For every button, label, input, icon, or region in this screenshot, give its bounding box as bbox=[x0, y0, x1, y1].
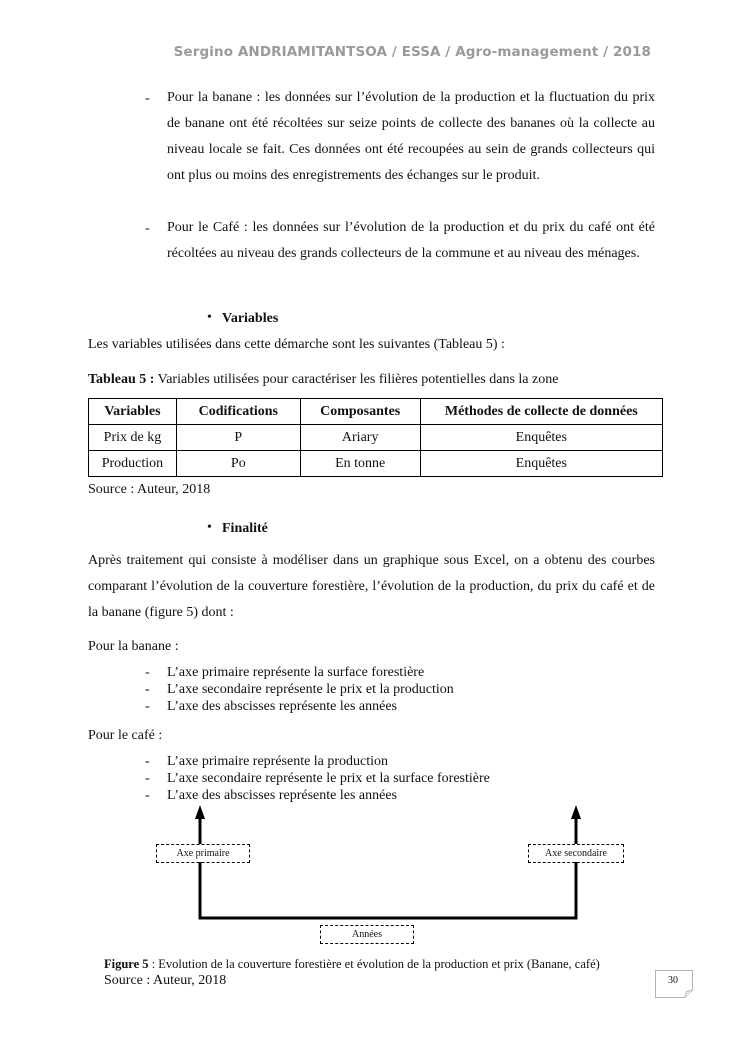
table-source: Source : Auteur, 2018 bbox=[88, 482, 211, 497]
banane-title: Pour la banane : bbox=[88, 639, 179, 654]
secondary-axis-arrowhead bbox=[571, 805, 581, 819]
table-cell: P bbox=[176, 425, 300, 451]
list-dash: - bbox=[145, 699, 150, 714]
figure-caption-text: : Evolution de la couverture forestière et évolution de la production et prix (Banane, café) bbox=[148, 957, 600, 971]
page-number: 30 bbox=[668, 975, 678, 986]
figure-caption-label: Figure 5 bbox=[104, 957, 149, 971]
label-axe-primaire: Axe primaire bbox=[156, 844, 250, 863]
table-cell: Po bbox=[176, 451, 300, 477]
section-title-variables: Variables bbox=[222, 311, 279, 326]
list-dash: - bbox=[145, 682, 150, 697]
bullet-dash: - bbox=[145, 221, 150, 236]
table-cell: Enquêtes bbox=[420, 425, 662, 451]
table-header-cell: Méthodes de collecte de données bbox=[420, 399, 662, 425]
table-cell: Prix de kg bbox=[89, 425, 177, 451]
variables-intro: Les variables utilisées dans cette démarche sont les suivantes (Tableau 5) : bbox=[88, 337, 505, 352]
table-caption-label: Tableau 5 : bbox=[88, 372, 155, 387]
figure-source: Source : Auteur, 2018 bbox=[104, 973, 227, 988]
list-item: L’axe des abscisses représente les années bbox=[167, 788, 398, 803]
list-item: L’axe primaire représente la surface forestière bbox=[167, 665, 425, 680]
list-item: L’axe des abscisses représente les années bbox=[167, 699, 398, 714]
list-item: L’axe primaire représente la production bbox=[167, 754, 389, 769]
page-number-box bbox=[655, 970, 693, 998]
table-header-cell: Composantes bbox=[300, 399, 420, 425]
table-cell: En tonne bbox=[300, 451, 420, 477]
figure-caption bbox=[104, 957, 600, 972]
label-axe-secondaire: Axe secondaire bbox=[528, 844, 624, 863]
list-dash: - bbox=[145, 788, 150, 803]
list-dash: - bbox=[145, 665, 150, 680]
bullet-dot: • bbox=[207, 520, 212, 535]
table-cell: Production bbox=[89, 451, 177, 477]
list-item: L’axe secondaire représente le prix et la production bbox=[167, 682, 454, 697]
list-dash: - bbox=[145, 754, 150, 769]
section-title-finalite: Finalité bbox=[222, 521, 268, 536]
table-header-cell: Variables bbox=[89, 399, 177, 425]
cafe-title: Pour le café : bbox=[88, 728, 163, 743]
label-annees: Années bbox=[320, 925, 414, 944]
primary-axis-arrowhead bbox=[195, 805, 205, 819]
bullet-cafe-data: Pour le Café : les données sur l’évolution de la production et du prix du café ont été récoltées au niveau des grands collecteurs de la commune et au niveau des ménages. bbox=[167, 220, 655, 261]
bullet-dash: - bbox=[145, 91, 150, 106]
list-item: L’axe secondaire représente le prix et la surface forestière bbox=[167, 771, 490, 786]
table-cell: Ariary bbox=[300, 425, 420, 451]
list-dash: - bbox=[145, 771, 150, 786]
table-header-cell: Codifications bbox=[176, 399, 300, 425]
bullet-banane-data: Pour la banane : les données sur l’évolution de la production et la fluctuation du prix de banane ont été récoltées sur seize points de collecte des bananes où la collecte au niveau locale se fait. Ces données ont été recoupées au sein de grands collecteurs qui ont plus ou moins des enregistrements des échanges sur le produit. bbox=[167, 90, 655, 183]
bullet-dot: • bbox=[207, 310, 212, 325]
table-cell: Enquêtes bbox=[420, 451, 662, 477]
running-header: Sergino ANDRIAMITANTSOA / ESSA / Agro-management / 2018 bbox=[173, 44, 651, 60]
table-caption-text: Variables utilisées pour caractériser les filières potentielles dans la zone bbox=[154, 372, 559, 387]
finalite-paragraph: Après traitement qui consiste à modéliser dans un graphique sous Excel, on a obtenu des courbes comparant l’évolution de la couverture forestière, l’évolution de la production, du prix du café et de la banane (figure 5) dont : bbox=[88, 553, 655, 620]
